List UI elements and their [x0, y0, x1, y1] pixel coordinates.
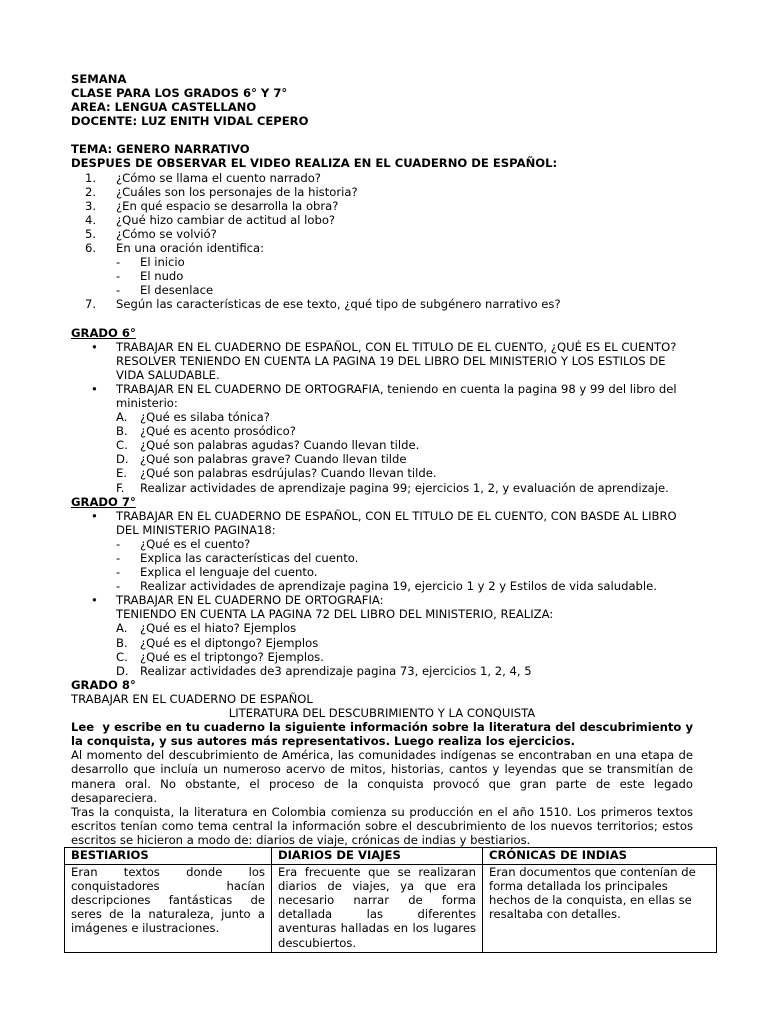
spacer: [71, 128, 693, 142]
spacer: [71, 312, 693, 326]
subitem-text: El nudo: [140, 269, 184, 284]
grado7-bullet-list: [71, 509, 693, 537]
list-item: [71, 213, 693, 227]
item-text: ¿Qué son palabras grave? Cuando llevan tilde: [140, 452, 407, 467]
question-text: ¿Qué hizo cambiar de actitud al lobo?: [116, 212, 336, 227]
list-item: [71, 565, 693, 579]
docente-label: DOCENTE: LUZ ENITH VIDAL CEPERO: [71, 114, 309, 129]
dash-marker: -: [116, 536, 121, 551]
bullet-text: TRABAJAR EN EL CUADERNO DE ORTOGRAFIA, teniendo en cuenta la pagina 98 y 99 del libro del ministerio:: [116, 381, 677, 410]
dash-text: Explica las características del cuento.: [140, 551, 359, 565]
table-cell: Eran documentos que contenían de forma detallada los principales hechos de la conquista, en ellas se resaltaba con detalles.: [483, 865, 717, 953]
grado7-heading: GRADO 7°: [71, 494, 136, 509]
table-row: [65, 865, 717, 953]
bullet-text: TRABAJAR EN EL CUADERNO DE ESPAÑOL, CON EL TITULO DE EL CUENTO, CON BASDE AL LIBRO DEL MINISTERIO PAGINA18:: [116, 508, 677, 537]
list-item: [71, 509, 693, 537]
subitem-text: El inicio: [140, 255, 185, 270]
item-text: ¿Qué es el hiato? Ejemplos: [140, 621, 297, 636]
question-text: ¿Cuáles son los personajes de la historia?: [116, 184, 358, 199]
item-text: ¿Qué son palabras esdrújulas? Cuando llevan tilde.: [140, 466, 437, 481]
item-text: ¿Qué es acento prosódico?: [140, 424, 296, 439]
list-number: 6.: [84, 241, 96, 256]
table-cell: Era frecuente que se realizaran diarios de viajes, ya que era necesario narrar de forma detallada las diferentes aventuras halladas en los lugares descubiertos.: [272, 865, 483, 953]
item-text: ¿Qué son palabras agudas? Cuando llevan tilde.: [140, 438, 420, 453]
list-item: [71, 171, 693, 185]
list-item: [71, 664, 693, 678]
table-header: DIARIOS DE VIAJES: [272, 847, 483, 864]
list-letter: A.: [116, 621, 128, 636]
bullet-text: TRABAJAR EN EL CUADERNO DE ESPAÑOL, CON EL TITULO DE EL CUENTO, ¿QUÉ ES EL CUENTO? RESOLVER TENIENDO EN CUENTA LA PAGINA 19 DEL LIBRO DEL MINISTERIO Y LOS ESTILOS DE VIDA SALUDABLE.: [116, 339, 677, 382]
document-page: [71, 72, 696, 953]
grado8-instruction: TRABAJAR EN EL CUADERNO DE ESPAÑOL: [71, 691, 313, 706]
tema-title: TEMA: GENERO NARRATIVO: [71, 142, 250, 157]
list-number: 2.: [84, 184, 96, 199]
semana-label: SEMANA: [71, 72, 127, 86]
list-letter: D.: [116, 663, 129, 678]
grado6-item-list: [71, 410, 693, 495]
item-text: ¿Qué es silaba tónica?: [140, 410, 270, 425]
bullet-line: TENIENDO EN CUENTA LA PAGINA 72 DEL LIBRO DEL MINISTERIO, REALIZA:: [116, 607, 554, 622]
grado8-heading: GRADO 8°: [71, 677, 136, 692]
list-item: [71, 424, 693, 438]
list-item: [71, 636, 693, 650]
list-letter: D.: [116, 452, 129, 467]
list-item: [71, 340, 693, 382]
list-letter: E.: [116, 466, 128, 481]
list-number: 3.: [84, 198, 96, 213]
grado7-dash-list: [71, 537, 693, 593]
list-letter: B.: [116, 635, 128, 650]
bullet-marker: •: [91, 508, 98, 523]
list-number: 5.: [84, 226, 96, 241]
dash-marker: -: [116, 283, 121, 298]
list-item: [71, 382, 693, 410]
grado6-bullet-list: [71, 340, 693, 410]
grado8-paragraph-2: Tras la conquista, la literatura en Colombia comienza su producción en el año 1510. Los primeros textos escritos tenían como tema central la información sobre el descubrimiento de los nuevos territorios; estos escritos se hicieron a modo de: diarios de viaje, crónicas de indias y bestiarios.: [71, 804, 693, 847]
item-text: Realizar actividades de aprendizaje pagina 99; ejercicios 1, 2, y evaluación de aprendizaje.: [140, 480, 669, 495]
bullet-line: TRABAJAR EN EL CUADERNO DE ORTOGRAFIA:: [116, 593, 384, 608]
tema-question-list: [71, 171, 693, 256]
dash-marker: -: [116, 551, 121, 565]
bullet-marker: •: [91, 593, 98, 608]
item-text: Realizar actividades de3 aprendizaje pagina 73, ejercicios 1, 2, 4, 5: [140, 663, 532, 678]
list-number: 4.: [84, 212, 96, 227]
subitem-text: El desenlace: [140, 283, 214, 298]
list-letter: B.: [116, 424, 128, 439]
grado8-lee-paragraph: [71, 720, 693, 748]
table-header: BESTIARIOS: [65, 847, 272, 864]
list-item: [71, 579, 693, 593]
question-text: Según las características de ese texto, ¿qué tipo de subgénero narrativo es?: [116, 297, 561, 312]
item-text: ¿Qué es el diptongo? Ejemplos: [140, 635, 319, 650]
list-item: [71, 410, 693, 424]
lee-rest: y escribe en tu cuaderno la siguiente información sobre la literatura del descubrimiento y la conquista, y sus autores más representativos. Luego realiza los ejercicios.: [71, 720, 694, 749]
literature-table: [64, 847, 717, 953]
list-item: [71, 466, 693, 480]
grado8-paragraph-1: Al momento del descubrimiento de América, las comunidades indígenas se encontraban en una etapa de desarrollo que incluía un numeroso acervo de mitos, historias, cantos y leyendas que se transmitían de manera oral. No obstante, el proceso de la conquista provocó que gran parte de este legado desapareciera.: [71, 748, 693, 805]
grado8-subtitle: LITERATURA DEL DESCUBRIMIENTO Y LA CONQUISTA: [228, 706, 536, 721]
question-text: En una oración identifica:: [116, 241, 265, 256]
bullet-marker: •: [91, 381, 98, 396]
list-item: [71, 650, 693, 664]
list-item: [71, 199, 693, 213]
table-header: CRÓNICAS DE INDIAS: [483, 847, 717, 864]
bullet-marker: •: [91, 339, 98, 354]
question-text: ¿En qué espacio se desarrolla la obra?: [116, 198, 339, 213]
list-item: [71, 593, 693, 621]
list-letter: F.: [116, 480, 125, 495]
dash-marker: -: [116, 255, 121, 270]
list-item: [71, 438, 693, 452]
dash-marker: -: [116, 579, 121, 594]
table-header-row: [65, 847, 717, 864]
bullet-text: [116, 593, 693, 621]
list-item: [71, 269, 693, 283]
list-item: [71, 297, 693, 311]
list-number: 7.: [84, 297, 96, 312]
lee-word: Lee: [71, 720, 95, 735]
question-text: ¿Cómo se volvió?: [116, 226, 217, 241]
list-item: [71, 241, 693, 255]
dash-text: Realizar actividades de aprendizaje pagina 19, ejercicio 1 y 2 y Estilos de vida saludable.: [140, 579, 657, 594]
list-item: [71, 481, 693, 495]
list-letter: C.: [116, 438, 128, 453]
item-text: ¿Qué es el triptongo? Ejemplos.: [140, 649, 324, 664]
area-label: AREA: LENGUA CASTELLANO: [71, 100, 257, 115]
list-number: 1.: [84, 170, 96, 185]
list-item: [71, 255, 693, 269]
list-item: [71, 227, 693, 241]
list-item: [71, 452, 693, 466]
dash-marker: -: [116, 565, 121, 580]
list-item: [71, 283, 693, 297]
tema-subitem-list: [71, 255, 693, 297]
dash-marker: -: [116, 269, 121, 284]
grado6-heading: GRADO 6°: [71, 325, 136, 340]
grado7-item-list: [71, 621, 693, 677]
dash-text: ¿Qué es el cuento?: [140, 536, 251, 551]
clase-label: CLASE PARA LOS GRADOS 6° Y 7°: [71, 86, 288, 101]
tema-instruction: DESPUES DE OBSERVAR EL VIDEO REALIZA EN EL CUADERNO DE ESPAÑOL:: [71, 156, 558, 171]
tema-question-list-end: [71, 297, 693, 311]
list-letter: A.: [116, 410, 128, 425]
table-cell: Eran textos donde los conquistadores hacían descripciones fantásticas de seres de la naturaleza, junto a imágenes e ilustraciones.: [65, 865, 272, 953]
question-text: ¿Cómo se llama el cuento narrado?: [116, 170, 321, 185]
list-item: [71, 537, 693, 551]
dash-text: Explica el lenguaje del cuento.: [140, 565, 318, 580]
list-item: [71, 185, 693, 199]
list-letter: C.: [116, 649, 128, 664]
list-item: [71, 551, 693, 565]
list-item: [71, 621, 693, 635]
grado7-bullet-list-2: [71, 593, 693, 621]
